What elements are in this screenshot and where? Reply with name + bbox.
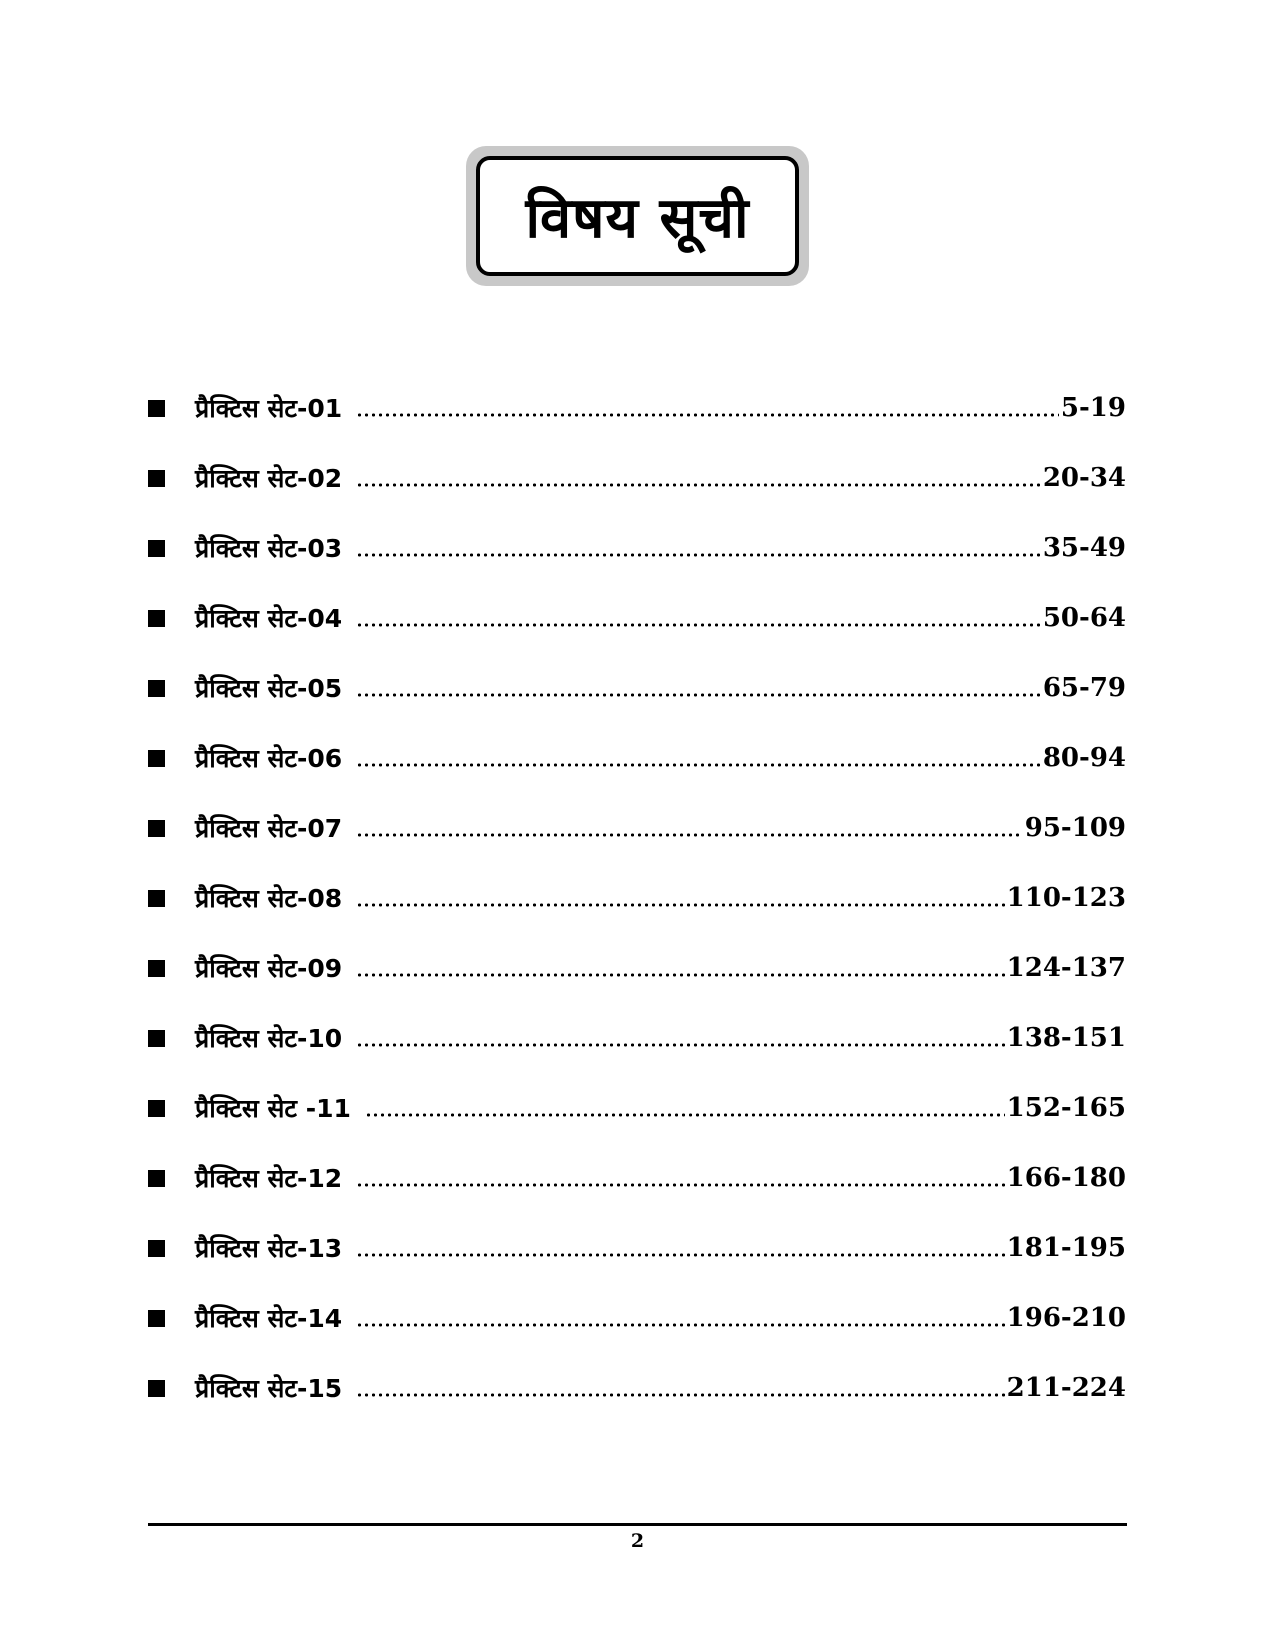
toc-entry-label: प्रैक्टिस सेट-06 [195,744,343,773]
dot-leader [365,1113,1005,1117]
toc-entry-label: प्रैक्टिस सेट-09 [195,954,343,983]
toc-entry[interactable] [148,528,1126,568]
dot-leader [356,693,1041,697]
toc-entry[interactable] [148,878,1126,918]
square-bullet-icon [148,1380,165,1397]
toc-entry[interactable] [148,388,1126,428]
toc-entry-pages: 166-180 [1006,1163,1126,1193]
square-bullet-icon [148,400,165,417]
dot-leader [356,1393,1004,1397]
toc-entry-label: प्रैक्टिस सेट -11 [195,1094,351,1123]
toc-entry[interactable] [148,1368,1126,1408]
square-bullet-icon [148,890,165,907]
toc-entry-label: प्रैक्टिस सेट-01 [195,394,343,423]
square-bullet-icon [148,1240,165,1257]
square-bullet-icon [148,610,165,627]
toc-entry-pages: 211-224 [1006,1373,1126,1403]
square-bullet-icon [148,820,165,837]
toc-entry-label: प्रैक्टिस सेट-15 [195,1374,343,1403]
toc-entry-label: प्रैक्टिस सेट-04 [195,604,343,633]
toc-entry-pages: 95-109 [1024,813,1126,843]
toc-entry-label: प्रैक्टिस सेट-14 [195,1304,343,1333]
square-bullet-icon [148,470,165,487]
square-bullet-icon [148,540,165,557]
toc-entry[interactable] [148,948,1126,988]
toc-entry-label: प्रैक्टिस सेट-12 [195,1164,343,1193]
dot-leader [356,483,1041,487]
toc-entry[interactable] [148,458,1126,498]
dot-leader [356,553,1041,557]
toc-entry-label: प्रैक्टिस सेट-13 [195,1234,343,1263]
toc-entry-pages: 35-49 [1042,533,1126,563]
title-box [476,156,799,276]
toc-entry-pages: 110-123 [1006,883,1126,913]
toc-entry-pages: 138-151 [1006,1023,1126,1053]
square-bullet-icon [148,1030,165,1047]
toc-entry[interactable] [148,1088,1126,1128]
dot-leader [356,623,1041,627]
title-frame [466,146,809,286]
toc-entry-label: प्रैक्टिस सेट-07 [195,814,343,843]
page-number: 2 [630,1530,645,1552]
toc-entry-label: प्रैक्टिस सेट-10 [195,1024,343,1053]
square-bullet-icon [148,1310,165,1327]
toc-entry-pages: 80-94 [1042,743,1126,773]
page-title: विषय सूची [525,186,750,251]
toc-entry[interactable] [148,1228,1126,1268]
dot-leader [356,1183,1004,1187]
toc-entry-pages: 152-165 [1006,1093,1126,1123]
toc-entry-pages: 181-195 [1006,1233,1126,1263]
footer-divider [148,1523,1127,1526]
toc-entry[interactable] [148,1018,1126,1058]
toc-entry[interactable] [148,1298,1126,1338]
toc-entry-pages: 20-34 [1042,463,1126,493]
toc-entry-label: प्रैक्टिस सेट-02 [195,464,343,493]
square-bullet-icon [148,680,165,697]
dot-leader [356,1253,1004,1257]
square-bullet-icon [148,960,165,977]
dot-leader [356,1323,1004,1327]
toc-entry-label: प्रैक्टिस सेट-08 [195,884,343,913]
dot-leader [356,903,1004,907]
toc-entry[interactable] [148,808,1126,848]
square-bullet-icon [148,1100,165,1117]
square-bullet-icon [148,750,165,767]
toc-entry[interactable] [148,668,1126,708]
toc-entry-pages: 196-210 [1006,1303,1126,1333]
square-bullet-icon [148,1170,165,1187]
toc-entry-pages: 124-137 [1006,953,1126,983]
toc-entry[interactable] [148,1158,1126,1198]
toc-entry-pages: 5-19 [1060,393,1126,423]
dot-leader [356,1043,1004,1047]
dot-leader [356,833,1023,837]
dot-leader [356,763,1041,767]
toc-entry-pages: 50-64 [1042,603,1126,633]
dot-leader [356,413,1059,417]
toc-entry-label: प्रैक्टिस सेट-03 [195,534,343,563]
dot-leader [356,973,1004,977]
toc-entry[interactable] [148,738,1126,778]
toc-entry[interactable] [148,598,1126,638]
toc-entry-label: प्रैक्टिस सेट-05 [195,674,343,703]
toc-entry-pages: 65-79 [1042,673,1126,703]
